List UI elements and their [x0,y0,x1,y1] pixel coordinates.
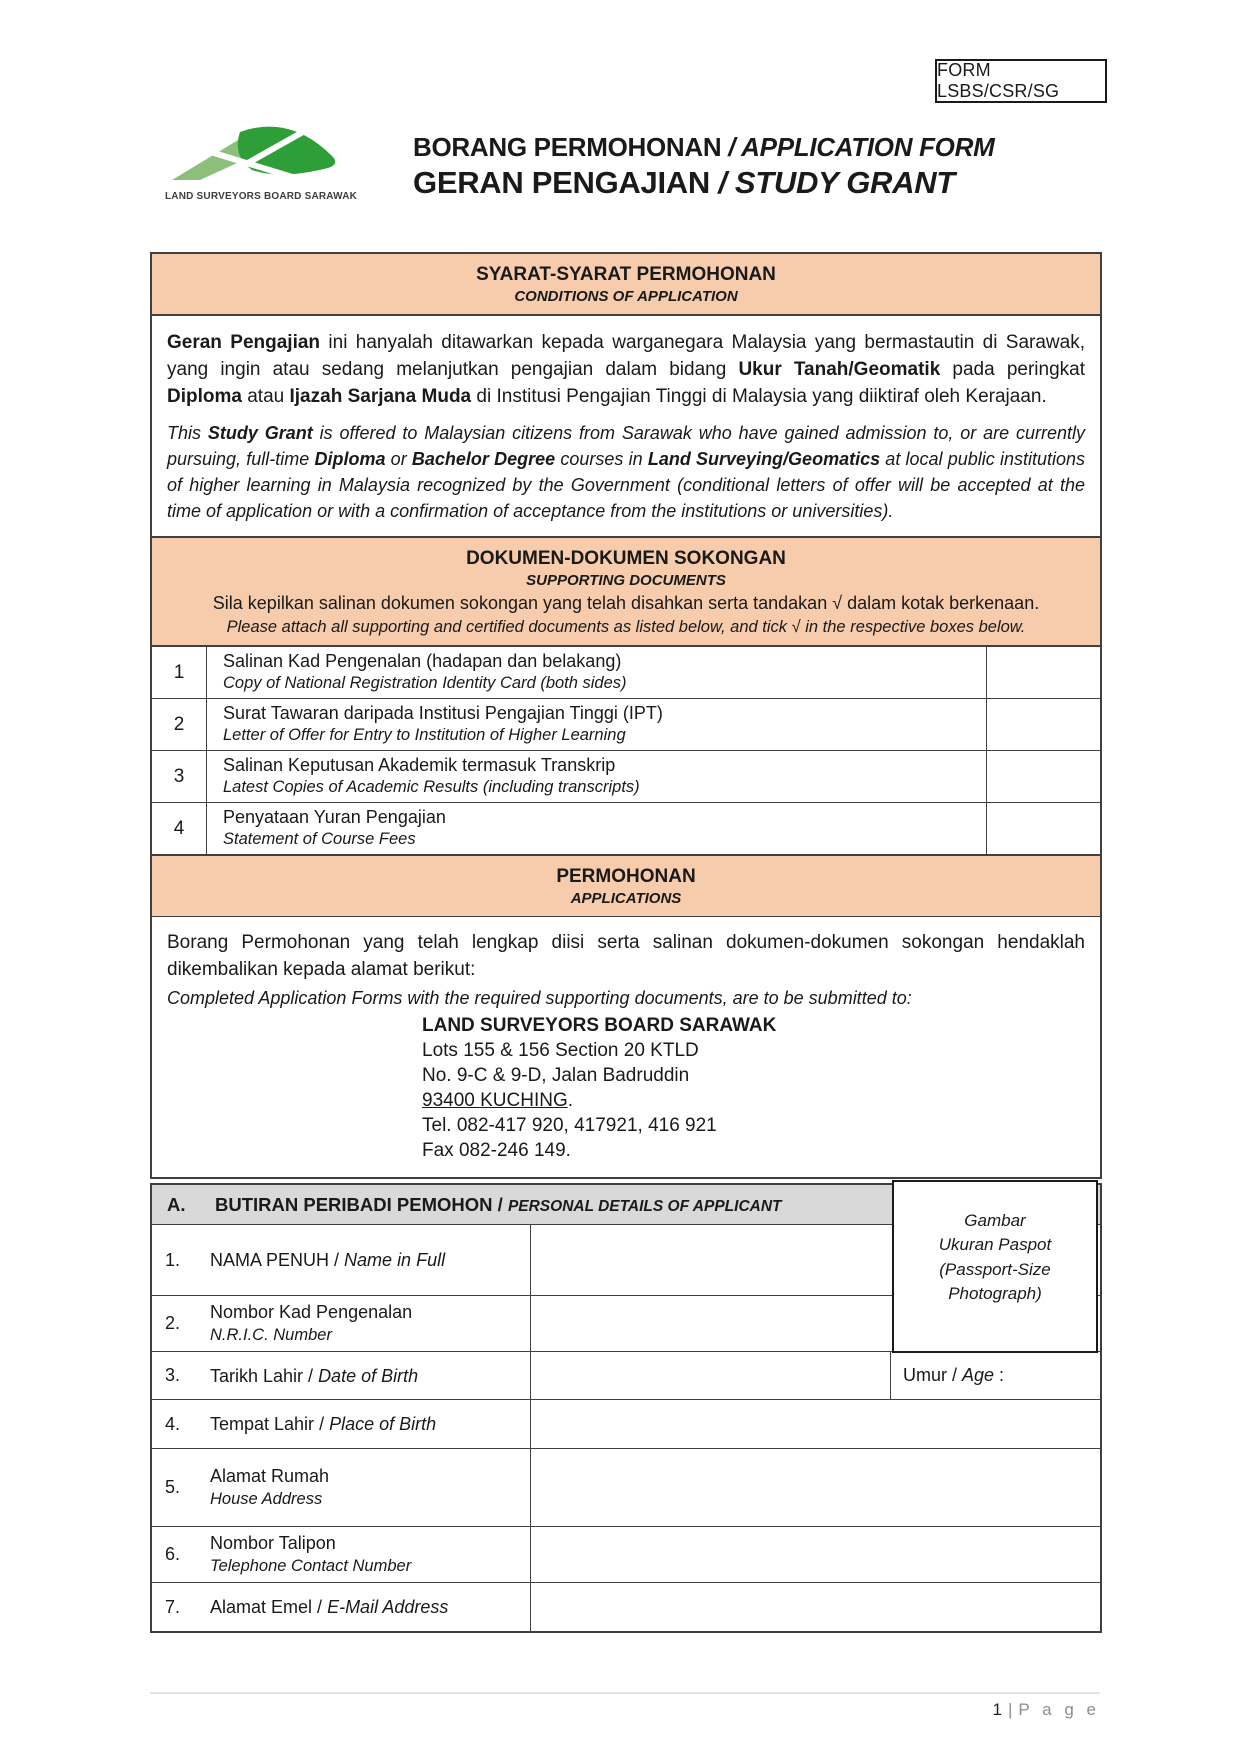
doc-description [207,803,986,854]
row-label-cell [152,1412,530,1436]
doc-desc-english: Letter of Offer for Entry to Institution of Higher Learning [223,726,626,744]
row-label-line2: Telephone Contact Number [210,1557,412,1575]
row-label [210,1364,530,1388]
conditions-and-documents-table [150,252,1102,1179]
row-label-line1: Tarikh Lahir / Date of Birth [210,1365,419,1386]
row-number: 3. [165,1365,181,1385]
form-code-box [935,59,1107,103]
address-block [422,1013,1085,1163]
doc-desc-malay: Salinan Kad Pengenalan (hadapan dan belakang) [223,651,622,671]
supporting-documents-header-malay: DOKUMEN-DOKUMEN SOKONGAN [466,548,786,569]
supporting-documents-list [152,647,1100,856]
doc-desc-malay: Surat Tawaran daripada Institusi Pengajian Tinggi (IPT) [223,703,663,723]
address-line1: Lots 155 & 156 Section 20 KTLD [422,1040,699,1061]
personal-row [152,1400,1100,1449]
page-word: P a g e [1018,1700,1100,1719]
address-tel: Tel. 082-417 920, 417921, 416 921 [422,1115,717,1136]
age-label: Umur / Age : [903,1365,1005,1385]
row-label-line1: Nombor Kad Pengenalan [210,1302,413,1322]
section-title: BUTIRAN PERIBADI PEMOHON / PERSONAL DETAILS OF APPLICANT [215,1193,782,1215]
address-line2: No. 9-C & 9-D, Jalan Badruddin [422,1065,690,1086]
doc-desc-malay: Salinan Keputusan Akademik termasuk Transkrip [223,755,616,775]
logo-caption: LAND SURVEYORS BOARD SARAWAK [165,191,358,202]
photo-box-line: Photograph) [948,1284,1042,1303]
conditions-paragraph-malay: Geran Pengajian ini hanyalah ditawarkan kepada warganegara Malaysia yang bermastautin di Sarawak, yang ingin atau sedang melanjutkan pengajian dalam bidang Ukur Tanah/Geomatik pada peringkat Diploma atau Ijazah Sarjana Muda di Institusi Pengajian Tinggi di Malaysia yang diiktiraf oleh Kerajaan. [167,332,1085,407]
row-label-line2: House Address [210,1490,323,1508]
applications-header-english: APPLICATIONS [570,890,682,907]
doc-row [152,751,1100,803]
row-label-line1: Tempat Lahir / Place of Birth [210,1414,437,1434]
row-number: 4. [165,1413,181,1434]
form-title-line2: GERAN PENGAJIAN / STUDY GRANT [413,165,955,200]
doc-desc-malay: Penyataan Yuran Pengajian [223,807,446,827]
doc-row [152,699,1100,751]
personal-row [152,1449,1100,1527]
personal-row [152,1352,1100,1400]
row-input-area[interactable] [530,1352,890,1399]
photo-box-line: Ukuran Paspot [938,1235,1052,1254]
logo [165,122,358,202]
logo-icon [170,122,350,184]
address-fax: Fax 082-246 149. [422,1140,571,1161]
doc-tick-box[interactable] [986,751,1100,802]
doc-row [152,803,1100,856]
applications-body [152,917,1100,1177]
doc-desc-english: Statement of Course Fees [223,830,416,848]
row-label [210,1300,530,1347]
row-label [210,1248,530,1272]
conditions-header-english: CONDITIONS OF APPLICATION [514,288,738,305]
row-input-area[interactable] [530,1527,1100,1582]
section-letter: A. [167,1193,186,1215]
personal-row [152,1527,1100,1583]
row-number: 2. [165,1313,181,1333]
conditions-body [152,316,1100,536]
conditions-header-malay: SYARAT-SYARAT PERMOHONAN [476,264,776,285]
photo-box-line: Gambar [964,1210,1026,1230]
photo-box-line: (Passport-Size [939,1259,1051,1279]
form-code-text: FORM LSBS/CSR/SG [937,60,1060,101]
row-number: 6. [165,1544,181,1564]
doc-number: 3 [152,751,207,802]
doc-tick-box[interactable] [986,699,1100,750]
age-cell[interactable] [890,1352,1100,1399]
address-city: 93400 KUCHING. [422,1090,574,1111]
supporting-documents-note-malay: Sila kepilkan salinan dokumen sokongan yang telah disahkan serta tandakan √ dalam kotak berkenaan. [212,593,1040,613]
doc-number: 2 [152,699,207,750]
doc-description [207,699,986,750]
applications-header-malay: PERMOHONAN [556,866,696,887]
supporting-documents-note-english: Please attach all supporting and certified documents as listed below, and tick √ in the respective boxes below. [226,618,1026,636]
row-label [210,1412,530,1436]
doc-number: 4 [152,803,207,854]
row-label [210,1595,530,1619]
doc-tick-box[interactable] [986,803,1100,854]
form-title-line1: BORANG PERMOHONAN / APPLICATION FORM [413,132,995,162]
row-label-line2: N.R.I.C. Number [210,1326,332,1344]
conditions-paragraph-english: This Study Grant is offered to Malaysian citizens from Sarawak who have gained admission to, or are currently pursuing, full-time Diploma or Bachelor Degree courses in Land Surveying/Geomatics at local public institutions of higher learning in Malaysia recognized by the Government (conditional letters of offer will be accepted at the time of application or with a confirmation of acceptance from the institutions or universities). [167,423,1086,521]
conditions-header [152,254,1100,316]
footer-rule [150,1692,1100,1694]
doc-desc-english: Copy of National Registration Identity Card (both sides) [223,674,627,692]
applications-header [152,856,1100,917]
row-label-cell [152,1364,530,1388]
row-label-line1: NAMA PENUH / Name in Full [210,1250,446,1270]
row-label-cell [152,1595,530,1619]
row-label-cell [152,1300,530,1347]
doc-desc-english: Latest Copies of Academic Results (including transcripts) [223,778,640,796]
page-separator: | [1008,1700,1013,1719]
row-label-line1: Alamat Rumah [210,1466,330,1486]
row-label-line1: Alamat Emel / E-Mail Address [210,1597,449,1617]
row-label [210,1464,530,1511]
doc-tick-box[interactable] [986,647,1100,698]
row-label [210,1531,530,1578]
doc-description [207,647,986,698]
page-footer [700,1700,1100,1720]
passport-photo-box [892,1180,1098,1353]
row-label-cell [152,1531,530,1578]
personal-row [152,1583,1100,1631]
applications-note-english: Completed Application Forms with the required supporting documents, are to be submitted to: [167,988,912,1008]
form-title [413,130,1013,202]
row-input-area[interactable] [530,1449,1100,1526]
address-name: LAND SURVEYORS BOARD SARAWAK [422,1015,777,1036]
row-input-area[interactable] [530,1400,1100,1448]
row-label-cell [152,1464,530,1511]
doc-number: 1 [152,647,207,698]
supporting-documents-header-english: SUPPORTING DOCUMENTS [526,572,726,589]
row-number: 7. [165,1596,181,1617]
row-label-cell [152,1248,530,1272]
doc-description [207,751,986,802]
doc-row [152,647,1100,699]
row-number: 5. [165,1477,181,1497]
row-input-area[interactable] [530,1583,1100,1631]
page-number: 1 [992,1700,1002,1719]
supporting-documents-header [152,536,1100,647]
applications-note-malay: Borang Permohonan yang telah lengkap diisi serta salinan dokumen-dokumen sokongan hendaklah dikembalikan kepada alamat berikut: [167,932,1085,980]
row-label-line1: Nombor Talipon [210,1533,336,1553]
row-number: 1. [165,1249,181,1270]
